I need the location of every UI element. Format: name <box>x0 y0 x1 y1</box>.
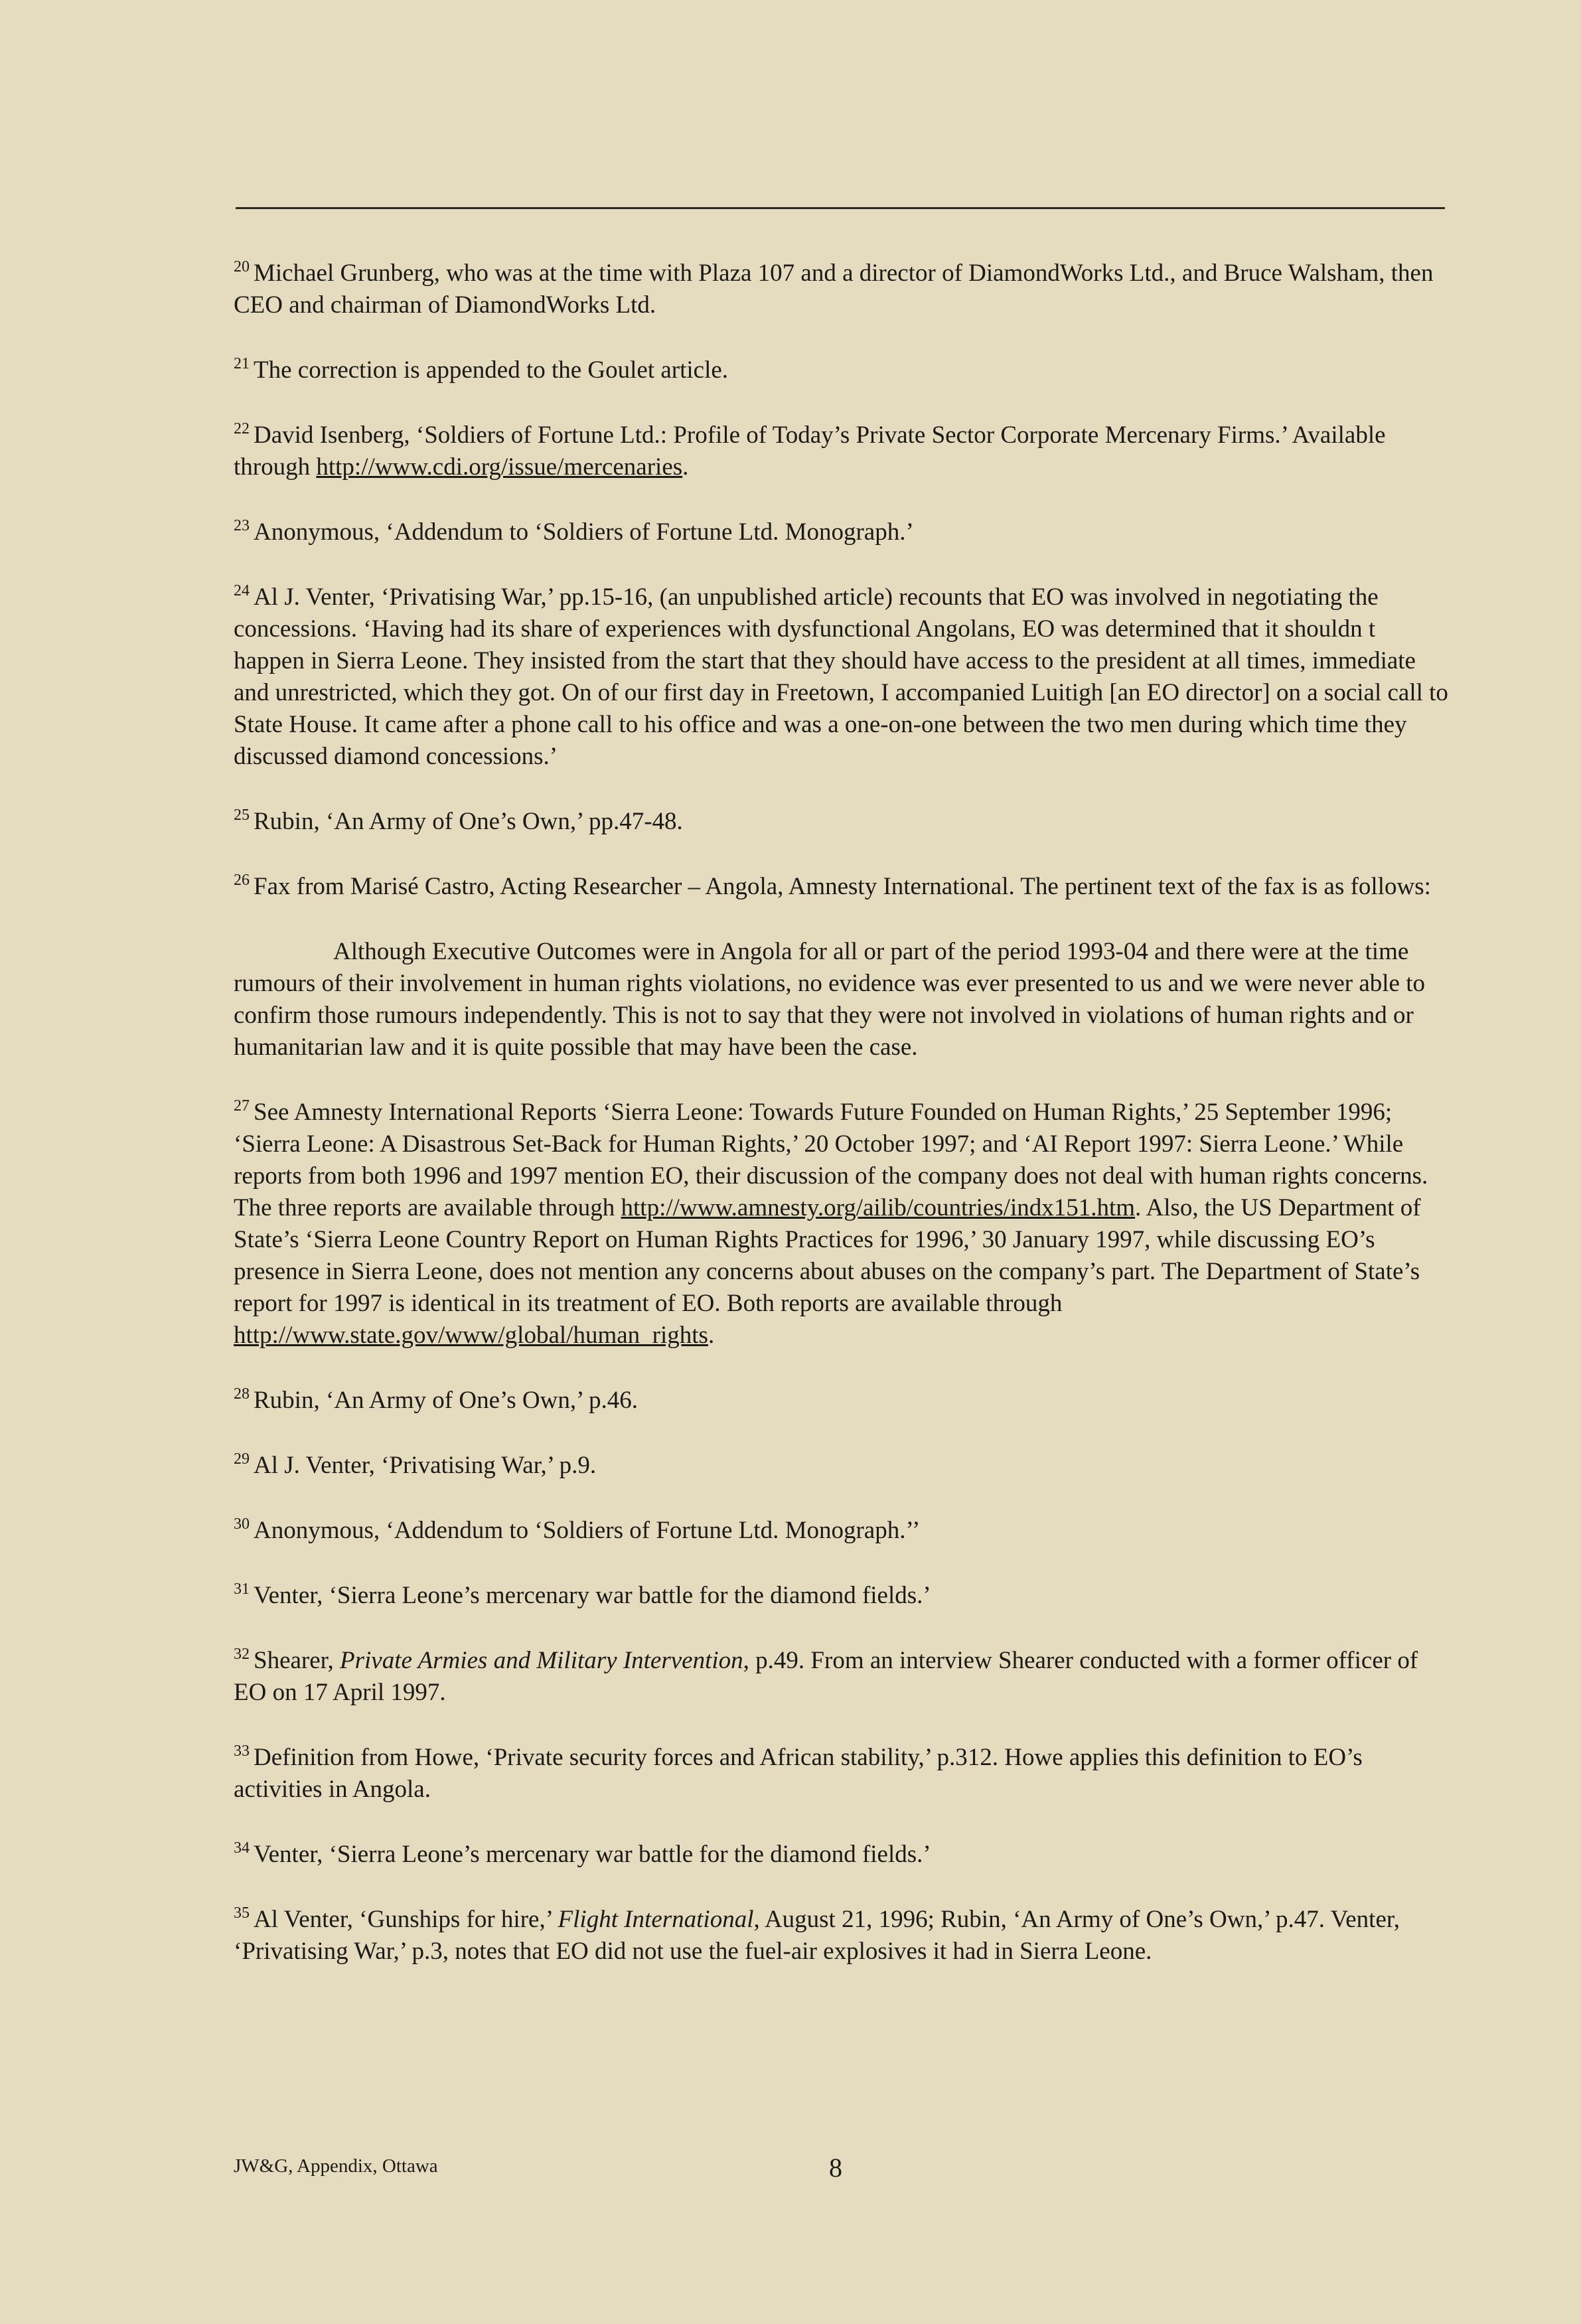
footnote-30: $^{30}$ Anonymous, ‘Addendum to ‘Soldiers of Fortune Ltd. Monograph.’’ <box>234 1515 921 1544</box>
footnote-25: $^{25}$ Rubin, ‘An Army of One’s Own,’ pp.47-48. <box>234 807 683 835</box>
footnote-23: $^{23}$ Anonymous, ‘Addendum to ‘Soldiers of Fortune Ltd. Monograph.’ <box>234 517 914 546</box>
footnote-29: $^{29}$ Al J. Venter, ‘Privatising War,’ p.9. <box>234 1450 597 1479</box>
footnote-28: $^{28}$ Rubin, ‘An Army of One’s Own,’ p.46. <box>234 1385 638 1414</box>
footnote-33: $^{33}$ Definition from Howe, ‘Private security forces and African stability,’ p.312. Howe applies this definition to EO’s activities in Angola. <box>234 1743 1363 1803</box>
amnesty-link[interactable]: http://www.amnesty.org/ailib/countries/indx151.htm <box>621 1194 1136 1221</box>
fax-quote: Although Executive Outcomes were in Angola for all or part of the period 1993-04 and there were at the time rumours of their involvement in human rights violations, no evidence was ever presented to us and we were never able to confirm those rumours independently. This is not to say that they were not involved in violations of human rights and or humanitarian law and it is quite possible that may have been the case. <box>234 938 1426 1061</box>
footer-source: JW&G, Appendix, Ottawa <box>234 2155 438 2177</box>
footnote-35: $^{35}$ Al Venter, ‘Gunships for hire,’ Flight International, August 21, 1996; Rubin, ‘An Army of One’s Own,’ p.47. Venter, ‘Privatising War,’ p.3, notes that EO did not use the fuel-air explosives it had in Sierra Leone. <box>234 1904 1400 1965</box>
state-gov-link[interactable]: http://www.state.gov/www/global/human_rights <box>234 1322 708 1349</box>
header-rule <box>236 207 1445 209</box>
footnote-24: $^{24}$ Al J. Venter, ‘Privatising War,’ pp.15-16, (an unpublished article) recounts that EO was involved in negotiating the concessions. ‘Having had its share of experiences with dysfunctional Angolans, EO was determined that it shouldn t happen in Sierra Leone. They insisted from the start that they should have access to the president at all times, immediate and unrestricted, which they got. On of our first day in Freetown, I accompanied Luitigh [an EO director] on a social call to State House. It came after a phone call to his office and was a one-on-one between the two men during which time they discussed diamond concessions.’ <box>234 582 1448 770</box>
footnotes <box>234 258 1450 2001</box>
footnote-21: $^{21}$ The correction is appended to the Goulet article. <box>234 355 729 384</box>
footnote-34: $^{34}$ Venter, ‘Sierra Leone’s mercenary war battle for the diamond fields.’ <box>234 1839 931 1868</box>
footnote-20: $^{20}$ Michael Grunberg, who was at the time with Plaza 107 and a director of DiamondWorks Ltd., and Bruce Walsham, then CEO and chairman of DiamondWorks Ltd. <box>234 258 1434 319</box>
footnote-27: $^{27}$ See Amnesty International Reports ‘Sierra Leone: Towards Future Founded on Human Rights,’ 25 September 1996; ‘Sierra Leone: A Disastrous Set-Back for Human Rights,’ 20 October 1997; and ‘AI Report 1997: Sierra Leone.’ While reports from both 1996 and 1997 mention EO, their discussion of the company does not deal with human rights concerns. The three reports are available through http://www.amnesty.org/ailib/countries/indx151.htm. Also, the US Department of State’s ‘Sierra Leone Country Report on Human Rights Practices for 1996,’ 30 January 1997, while discussing EO’s presence in Sierra Leone, does not mention any concerns about abuses on the company’s part. The Department of State’s report for 1997 is identical in its treatment of EO. Both reports are available through http://www.state.gov/www/global/human_rights. <box>234 1097 1428 1349</box>
page-number: 8 <box>829 2153 842 2183</box>
footnote-22: $^{22}$ David Isenberg, ‘Soldiers of Fortune Ltd.: Profile of Today’s Private Sector Corporate Mercenary Firms.’ Available through http://www.cdi.org/issue/mercenaries. <box>234 420 1386 481</box>
footnote-26: $^{26}$ Fax from Marisé Castro, Acting Researcher – Angola, Amnesty International. The pertinent text of the fax is as follows: <box>234 872 1431 900</box>
footnote-32: $^{32}$ Shearer, Private Armies and Military Intervention, p.49. From an interview Shearer conducted with a former officer of EO on 17 April 1997. <box>234 1646 1418 1706</box>
footnote-31: $^{31}$ Venter, ‘Sierra Leone’s mercenary war battle for the diamond fields.’ <box>234 1581 931 1609</box>
cdi-link[interactable]: http://www.cdi.org/issue/mercenaries <box>316 453 683 481</box>
